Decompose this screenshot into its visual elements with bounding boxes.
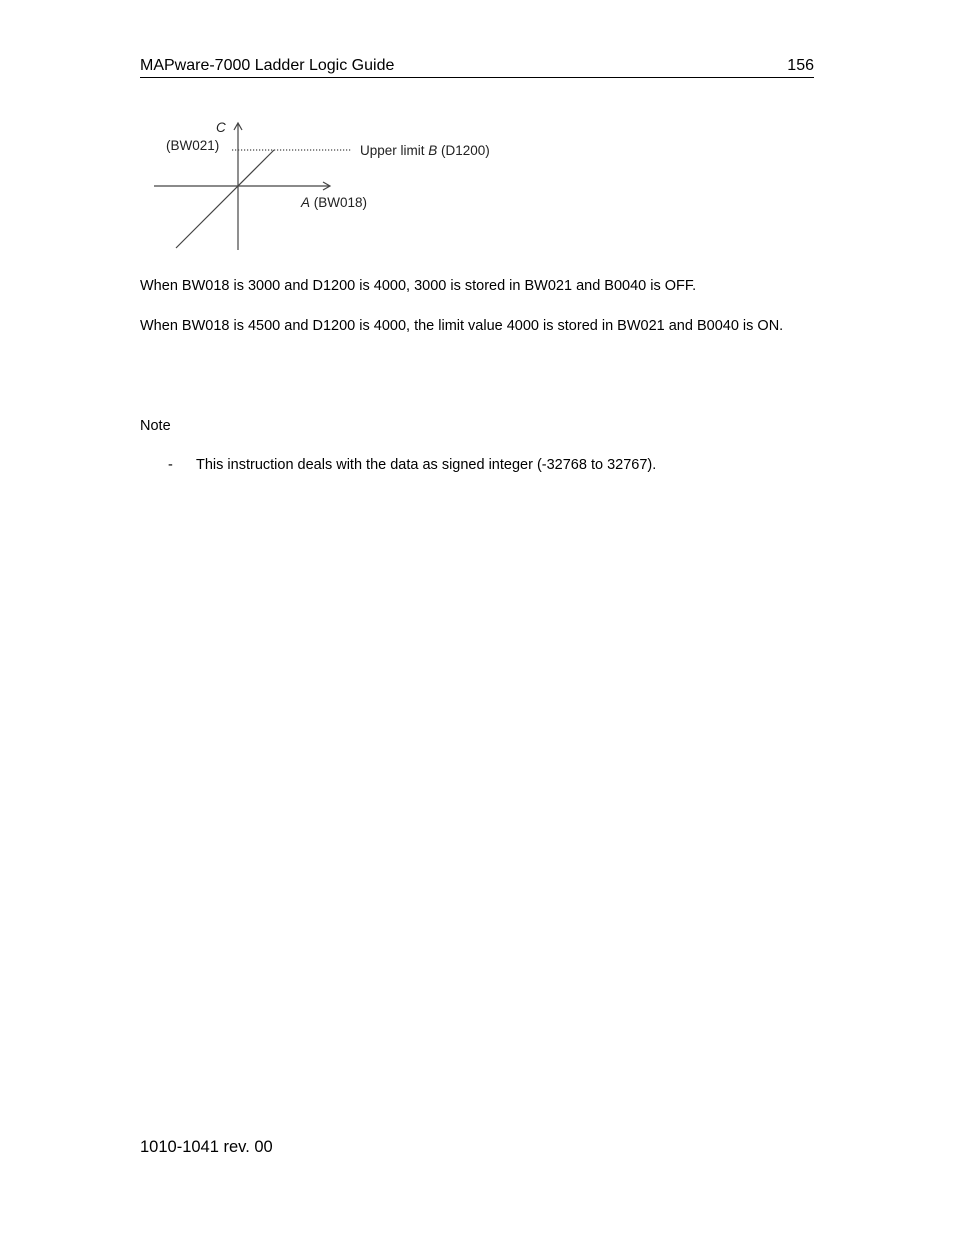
upper-limit-label: Upper limit B (D1200) [360,143,490,158]
note-item-text: This instruction deals with the data as signed integer (-32768 to 32767). [196,457,657,473]
y-value-label: (BW021) [166,138,220,153]
document-title: MAPware-7000 Ladder Logic Guide [140,57,395,74]
paragraph-example-2: When BW018 is 4500 and D1200 is 4000, the limit value 4000 is stored in BW021 and B0040 is ON. [140,318,784,334]
function-line [176,150,274,248]
page-number: 156 [787,57,814,74]
y-axis-label: C [216,120,226,135]
paragraph-example-1: When BW018 is 3000 and D1200 is 4000, 3000 is stored in BW021 and B0040 is OFF. [140,278,697,294]
x-axis-label: A (BW018) [301,195,368,210]
upper-limit-diagram-svg [148,116,518,256]
note-heading: Note [140,418,171,434]
upper-limit-diagram [148,116,518,256]
document-number-footer: 1010-1041 rev. 00 [140,1138,273,1156]
page-header [140,56,814,78]
list-bullet-marker: - [168,457,173,473]
